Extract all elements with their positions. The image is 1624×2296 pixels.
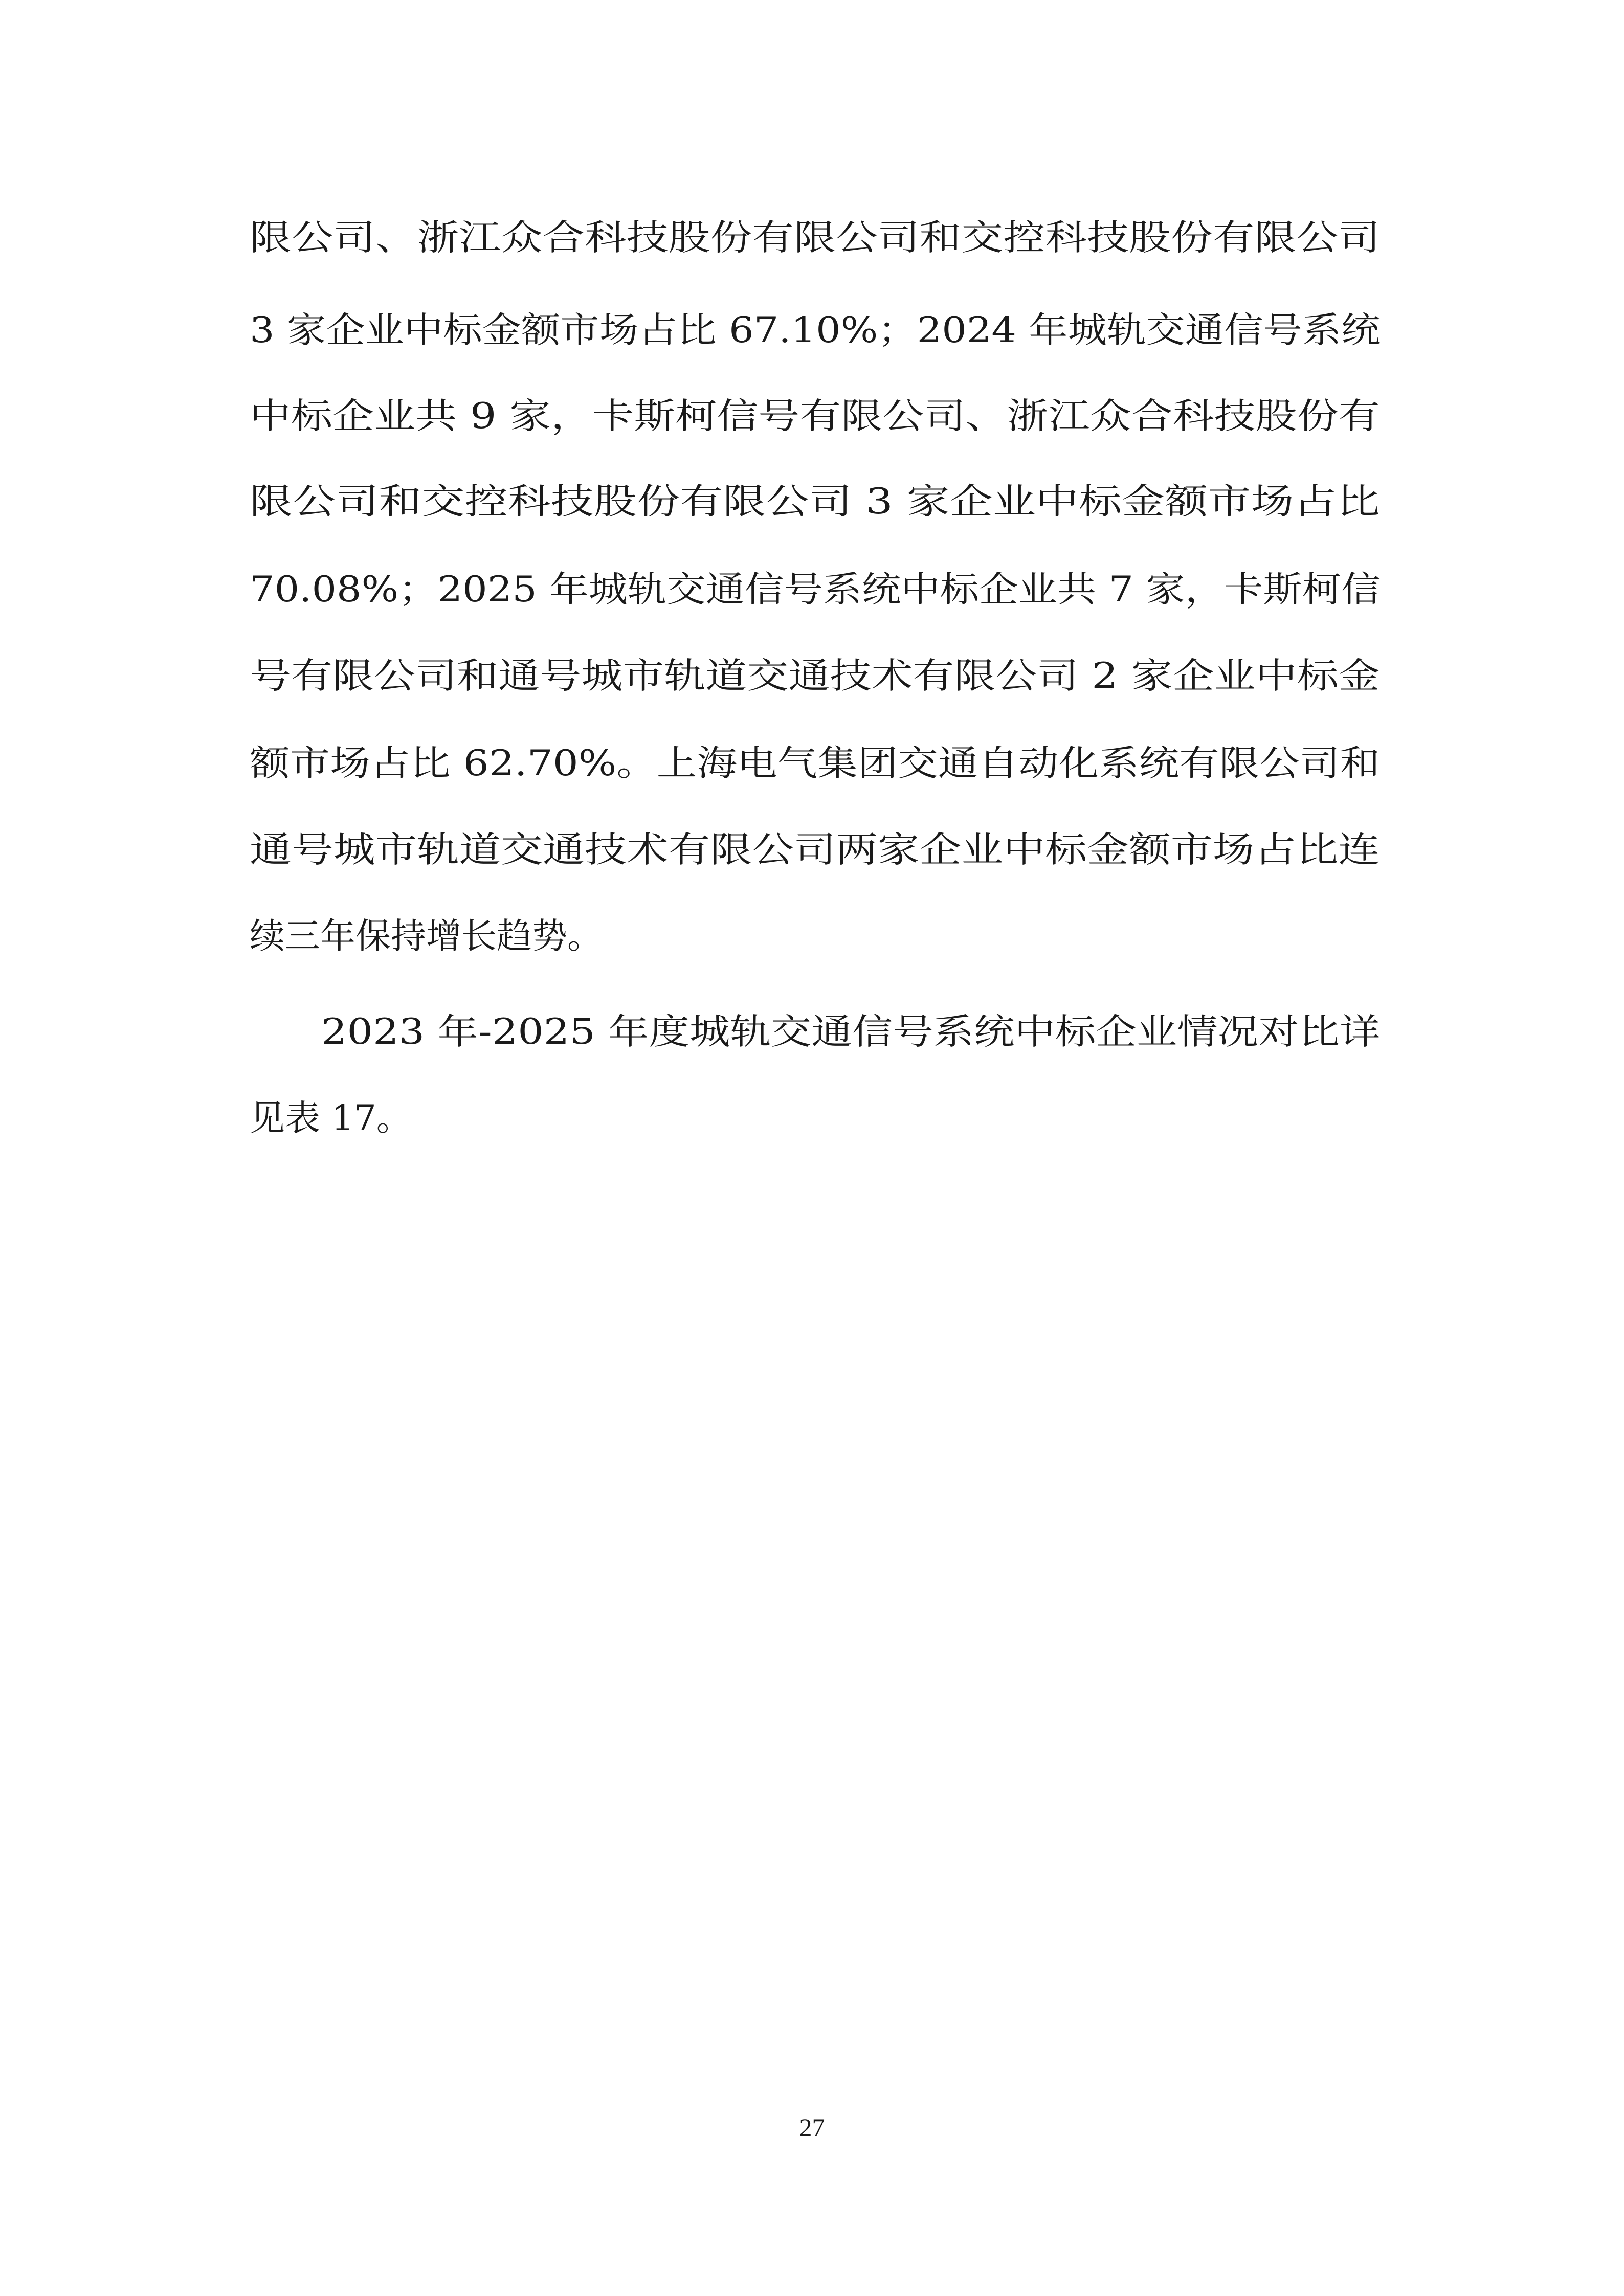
paragraph-1-line-5: 70.08%；2025 年城轨交通信号系统中标企业共 7 家，卡斯柯信 <box>250 569 1381 610</box>
paragraph-1-line-2: 3 家企业中标金额市场占比 67.10%；2024 年城轨交通信号系统 <box>250 310 1381 351</box>
paragraph-1-line-3: 中标企业共 9 家，卡斯柯信号有限公司、浙江众合科技股份有 <box>250 396 1380 437</box>
paragraph-1-line-7: 额市场占比 62.70%。上海电气集团交通自动化系统有限公司和 <box>250 743 1381 784</box>
paragraph-1-line-8: 通号城市轨道交通技术有限公司两家企业中标金额市场占比连 <box>250 829 1381 870</box>
paragraph-1-line-9: 续三年保持增长趋势。 <box>250 916 603 957</box>
paragraph-1-line-4: 限公司和交控科技股份有限公司 3 家企业中标金额市场占比 <box>250 481 1380 522</box>
paragraph-2-line-2: 见表 17。 <box>250 1098 412 1139</box>
paragraph-1-line-6: 号有限公司和通号城市轨道交通技术有限公司 2 家企业中标金 <box>250 656 1380 696</box>
paragraph-2-line-1: 2023 年-2025 年度城轨交通信号系统中标企业情况对比详 <box>321 1011 1381 1052</box>
page-number: 27 <box>799 2113 825 2142</box>
paragraph-1-line-1: 限公司、浙江众合科技股份有限公司和交控科技股份有限公司 <box>250 217 1381 258</box>
